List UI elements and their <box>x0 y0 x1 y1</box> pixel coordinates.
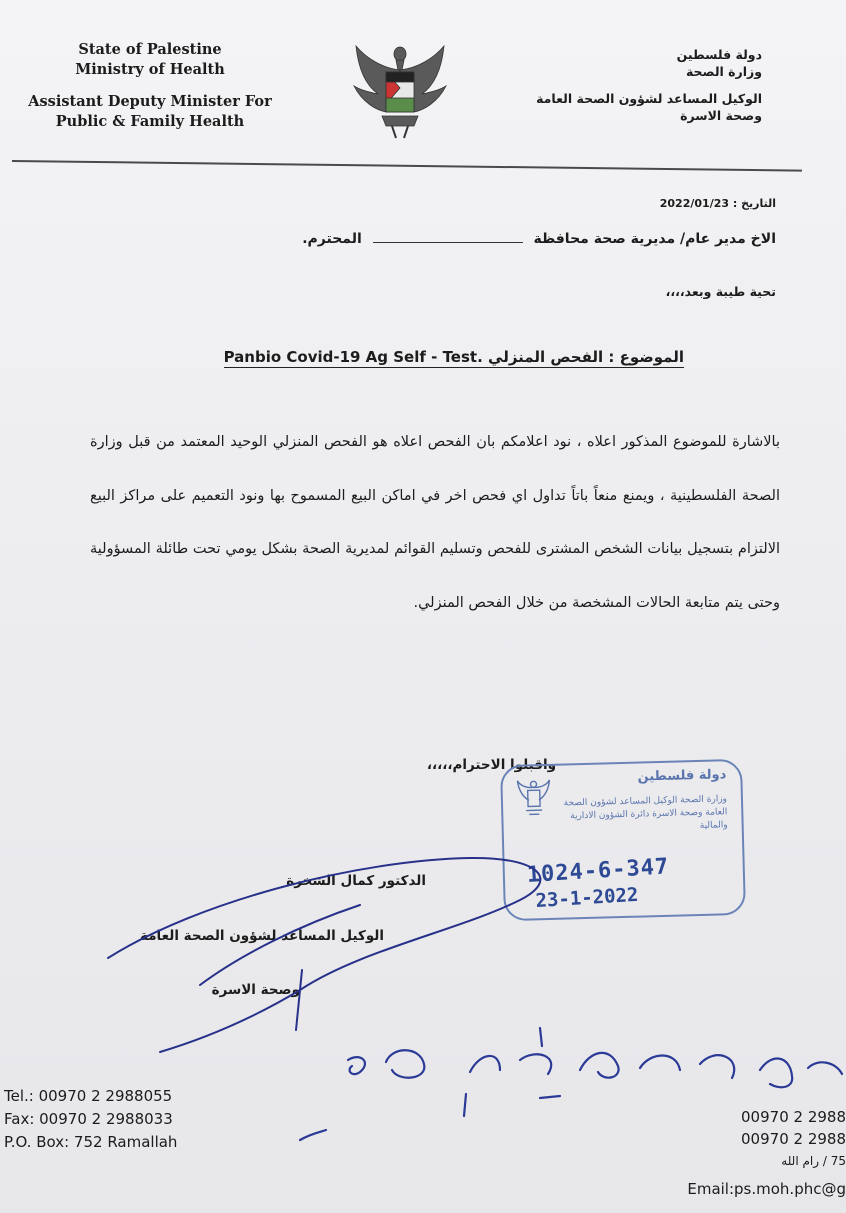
signatory-title-1: الوكيل المساعد لشؤون الصحة العامة <box>140 928 384 944</box>
signature-stroke-2 <box>200 905 360 985</box>
footer-right-fax: 00970 2 2988 <box>741 1130 846 1148</box>
english-letterhead <box>20 40 280 132</box>
state-name: State of Palestine <box>78 41 222 58</box>
greeting: تحية طيبة وبعد،،،، <box>665 284 776 299</box>
ministry-name: Ministry of Health <box>75 61 225 78</box>
footer-right-pobox: 75 / رام الله <box>781 1154 846 1168</box>
signature-stroke-3 <box>296 970 302 1030</box>
recipient-blank <box>373 230 523 243</box>
closing: واقبلوا الاحترام،،،،، <box>426 757 556 773</box>
stamp-emblem-icon <box>516 778 551 817</box>
department-line-1: Assistant Deputy Minister For <box>28 93 272 110</box>
state-name-ar: دولة فلسطين <box>676 47 762 62</box>
department-line-1-ar: الوكيل المساعد لشؤون الصحة العامة <box>536 91 762 106</box>
footer-right-tel: 00970 2 2988 <box>741 1108 846 1126</box>
date-value: 2022/01/23 <box>659 197 730 210</box>
recipient-line <box>302 230 776 247</box>
subject-label: الموضوع : الفحص المنزلي <box>488 348 684 366</box>
department-line-2-ar: وصحة الاسرة <box>680 108 762 123</box>
stamp-date: 23-1-2022 <box>534 883 640 913</box>
footer-contact-ar <box>687 1106 846 1200</box>
ministry-name-ar: وزارة الصحة <box>685 64 762 79</box>
letter-date <box>660 197 776 210</box>
signatory-name: الدكتور كمال الشخرة <box>286 873 426 889</box>
letter-body: بالاشارة للموضوع المذكور اعلاه ، نود اعلامكم بان الفحص اعلاه هو الفحص المنزلي الوحيد المعتمد من قبل وزارة الصحة الفلسطينية ، ويمنع منعاً باتاً تداول اي فحص اخر في اماكن البيع المسموح بها ونود التعميم على مراكز البيع الالتزام بتسجيل بيانات الشخص المشترى للفحص وتسليم القوائم لمديرية الصحة بشكل يومي تحت طائلة المسؤولية وحتى يتم متابعة الحالات المشخصة من خلال الفحص المنزلي. <box>90 434 780 611</box>
handwritten-annotation <box>348 1057 365 1074</box>
stamp-title: دولة فلسطين <box>637 767 727 785</box>
palestinian-eagle-emblem-icon <box>352 40 448 140</box>
subject-line <box>224 348 684 368</box>
footer-right-email: Email:ps.moh.phc@g <box>687 1180 846 1198</box>
department-line-2: Public & Family Health <box>55 113 245 130</box>
recipient-suffix: المحترم. <box>302 231 362 247</box>
recipient-prefix: الاخ مدير عام/ مديرية صحة محافظة <box>533 231 776 247</box>
signatory-title-2: وصحة الاسرة <box>211 982 300 998</box>
footer-pobox: P.O. Box: 752 Ramallah <box>4 1133 178 1151</box>
incoming-stamp <box>500 759 746 921</box>
stamp-reference-number: 1024-6-347 <box>526 854 670 888</box>
stamp-text: وزارة الصحة الوكيل المساعد لشؤون الصحة العامة وصحة الاسرة دائرة الشؤون الادارية والمالية <box>563 794 728 831</box>
footer-tel: Tel.: 00970 2 2988055 <box>4 1087 173 1105</box>
footer-fax: Fax: 00970 2 2988033 <box>4 1110 173 1128</box>
date-label: التاريخ : <box>732 197 776 210</box>
footer-contact-en <box>4 1085 177 1154</box>
subject-product: Panbio Covid-19 Ag Self - Test. <box>223 348 483 366</box>
arabic-letterhead <box>536 46 762 124</box>
header-divider <box>12 160 802 172</box>
